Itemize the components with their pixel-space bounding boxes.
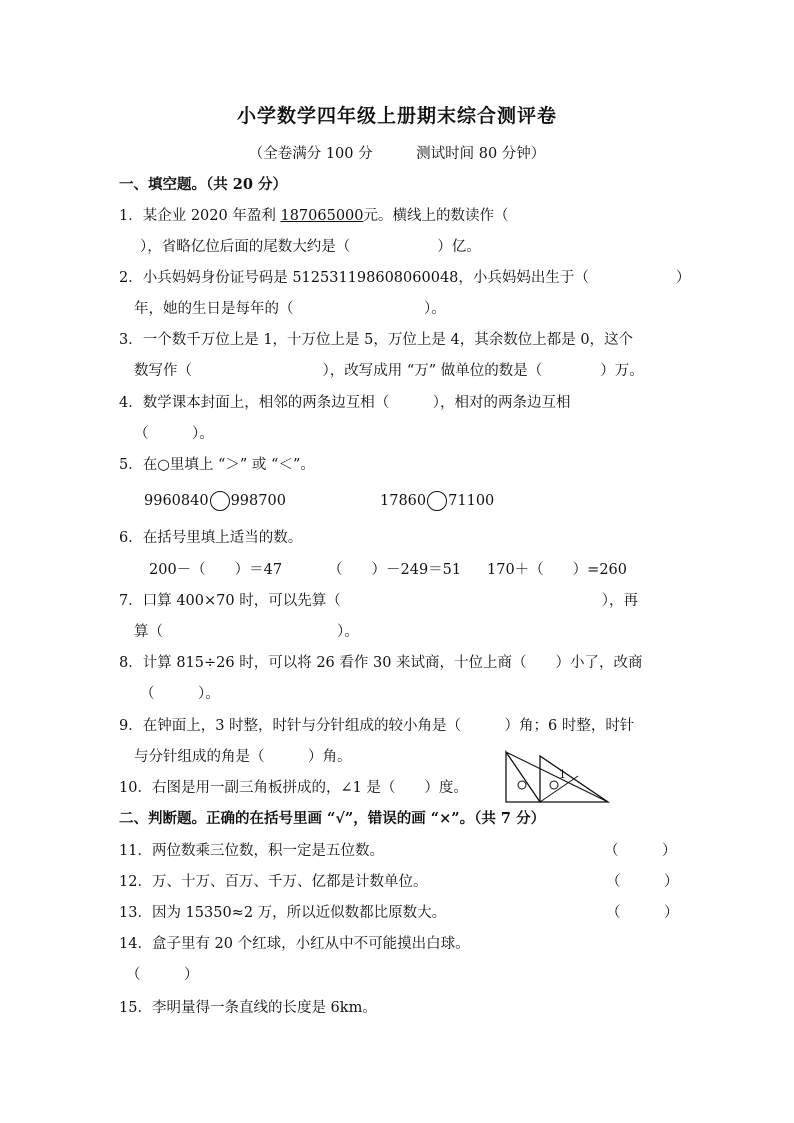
triangle-rulers-figure xyxy=(498,748,614,804)
q1-text-post: 元。横线上的数读作（ xyxy=(363,208,509,224)
question-5-prompt: 5．在○里填上 “＞” 或 “＜”。 xyxy=(119,457,315,473)
question-2-line-2: 年，她的生日是每年的（ ）。 xyxy=(134,301,446,317)
question-6-prompt: 6．在括号里填上适当的数。 xyxy=(119,530,303,546)
answer-paren-q13[interactable]: （ ） xyxy=(606,905,679,921)
question-3-line-1: 3．一个数千万位上是 1，十万位上是 5，万位上是 4，其余数位上都是 0，这个 xyxy=(119,332,634,348)
question-14-line-1: 14．盒子里有 20 个红球，小红从中不可能摸出白球。 xyxy=(119,936,470,952)
question-15: 15．李明量得一条直线的长度是 6km。 xyxy=(119,1000,377,1016)
question-6-part-b: （ ）－249＝51 xyxy=(328,562,462,578)
answer-paren-q12[interactable]: （ ） xyxy=(606,874,679,890)
question-7-line-2: 算（ ）。 xyxy=(134,624,359,640)
question-12: 12．万、十万、百万、千万、亿都是计数单位。 xyxy=(119,874,428,890)
question-8-line-1: 8．计算 815÷26 时，可以将 26 看作 30 来试商，十位上商（ ）小了，改商 xyxy=(119,655,643,671)
question-8-line-2: （ ）。 xyxy=(140,686,220,702)
q5-left-number-b: 998700 xyxy=(230,493,286,509)
question-4-line-2: （ ）。 xyxy=(134,426,214,442)
compare-circle-blank[interactable] xyxy=(427,491,447,511)
compare-circle-blank[interactable] xyxy=(210,491,230,511)
question-1-line-1 xyxy=(119,206,509,226)
question-6-part-c: 170＋（ ）=260 xyxy=(487,562,628,578)
question-3-line-2: 数写作（ ），改写成用 “万” 做单位的数是（ ）万。 xyxy=(134,363,644,379)
answer-paren-q11[interactable]: （ ） xyxy=(604,843,677,859)
question-1-line-2: ），省略亿位后面的尾数大约是（ ）亿。 xyxy=(140,239,481,255)
question-9-line-2: 与分针组成的角是（ ）角。 xyxy=(134,749,352,765)
q5-right-number-b: 71100 xyxy=(448,493,495,509)
question-5-left-compare xyxy=(144,491,286,511)
question-5-right-compare xyxy=(380,491,494,511)
question-10: 10．右图是用一副三角板拼成的，∠1 是（ ）度。 xyxy=(119,780,468,796)
question-4-line-1: 4．数学课本封面上，相邻的两条边互相（ ），相对的两条边互相 xyxy=(119,395,571,411)
q5-right-number-a: 17860 xyxy=(380,493,427,509)
question-6-part-a: 200－（ ）＝47 xyxy=(149,562,283,578)
page-subtitle: （全卷满分 100 分 测试时间 80 分钟） xyxy=(248,146,546,162)
page-title: 小学数学四年级上册期末综合测评卷 xyxy=(236,105,557,127)
question-13: 13．因为 15350≈2 万，所以近似数都比原数大。 xyxy=(119,905,447,921)
section-fill-blank-heading: 一、填空题。（共 20 分） xyxy=(119,176,288,193)
angle-1-label: 1 xyxy=(559,768,566,781)
section-judgement-heading: 二、判断题。正确的在括号里画 “√”，错误的画 “×”。（共 7 分） xyxy=(119,810,546,827)
question-9-line-1: 9．在钟面上，3 时整，时针与分针组成的较小角是（ ）角；6 时整，时针 xyxy=(119,718,635,734)
q1-underlined-number: 187065000 xyxy=(280,208,364,224)
question-2-line-1: 2．小兵妈妈身份证号码是 512531198608060048，小兵妈妈出生于（ ） xyxy=(119,270,691,286)
answer-paren-q14[interactable]: （ ） xyxy=(126,967,199,983)
q5-left-number-a: 9960840 xyxy=(144,493,209,509)
q1-text-pre: 1．某企业 2020 年盈利 xyxy=(119,208,281,224)
question-7-line-1: 7．口算 400×70 时，可以先算（ ），再 xyxy=(119,593,638,609)
question-11: 11．两位数乘三位数，积一定是五位数。 xyxy=(119,843,384,859)
